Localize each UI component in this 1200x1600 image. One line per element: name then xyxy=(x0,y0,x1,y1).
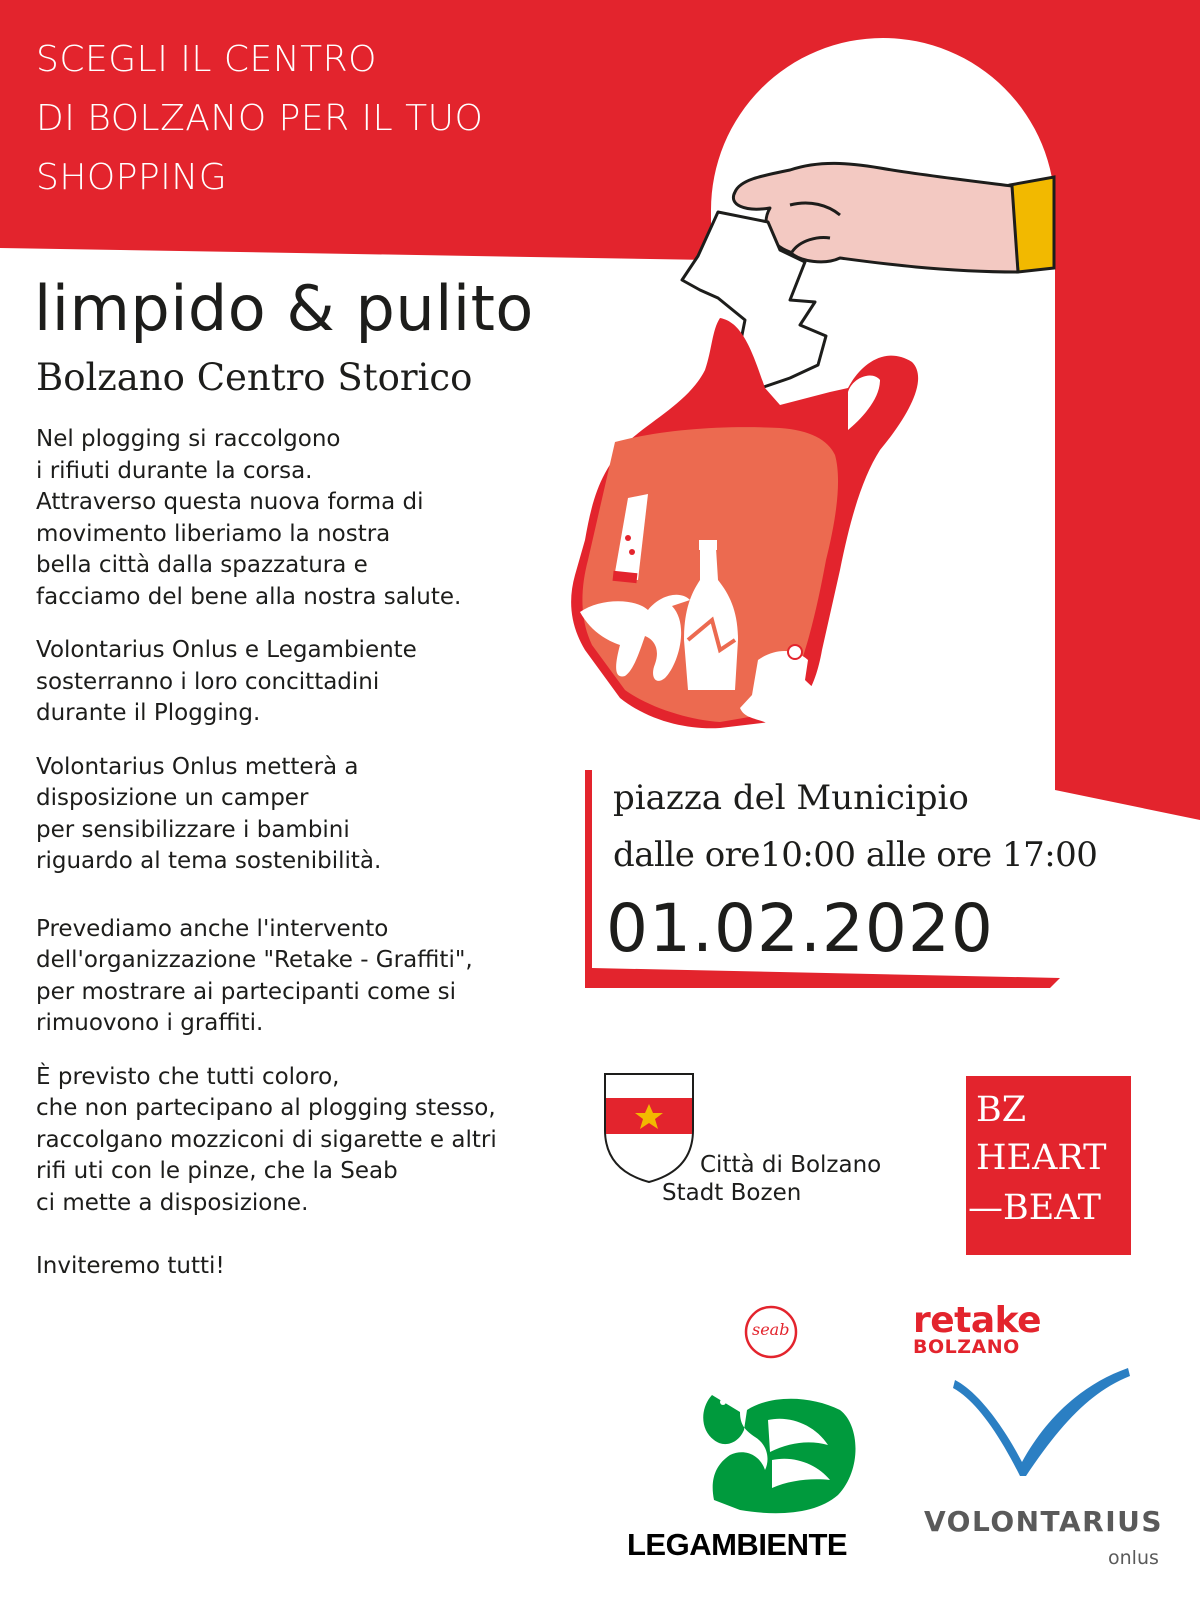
tagline xyxy=(36,30,596,207)
paragraph-retake: Prevediamo anche l'intervento dell'organizzazione "Retake - Graffiti", per mostrare ai partecipanti come si rimuovono i graffiti. xyxy=(36,915,473,1036)
bz-logo-line-3: —BEAT xyxy=(968,1188,1101,1228)
volontarius-v-icon xyxy=(953,1368,1130,1476)
paragraph-seab: È previsto che tutti coloro, che non partecipano al plogging stesso, raccolgano mozziconi di sigarette e altri rifi uti con le pinze, che la Seab ci mette a disposizione. xyxy=(36,1063,497,1216)
paragraph-support: Volontarius Onlus e Legambiente sosterranno i loro concittadini durante il Plogging. xyxy=(36,637,417,726)
bz-logo-line-2: HEART xyxy=(976,1138,1107,1178)
page-title: limpido & pulito xyxy=(34,272,534,345)
volontarius-logo-text: VOLONTARIUS xyxy=(924,1505,1164,1538)
volontarius-logo-subtext: onlus xyxy=(1108,1547,1159,1569)
seab-logo-text: seab xyxy=(752,1320,790,1339)
event-venue: piazza del Municipio xyxy=(613,778,969,818)
tagline-line-2: DI BOLZANO PER IL TUO xyxy=(36,98,484,139)
legambiente-logo-text: LEGAMBIENTE xyxy=(627,1527,848,1562)
event-hours: dalle ore10:00 alle ore 17:00 xyxy=(613,835,1098,875)
bz-logo-line-1: BZ xyxy=(976,1090,1027,1130)
paragraph-camper: Volontarius Onlus metterà a disposizione un camper per sensibilizzare i bambini riguardo al tema sostenibilità. xyxy=(36,753,382,874)
paragraph-invite: Inviteremo tutti! xyxy=(36,1253,225,1279)
bz-heartbeat-logo xyxy=(966,1076,1131,1255)
city-logo-line-1: Città di Bolzano xyxy=(700,1152,882,1178)
retake-logo-line-1: retake xyxy=(913,1300,1042,1341)
legambiente-swan-icon xyxy=(703,1395,855,1513)
paragraph-plogging: Nel plogging si raccolgono i rifiuti durante la corsa. Attraverso questa nuova forma di movimento liberiamo la nostra bella città dalla spazzatura e facciamo del bene alla nostra salute. xyxy=(36,426,462,610)
bolzano-coat-of-arms-icon xyxy=(605,1074,693,1182)
body-text xyxy=(36,424,596,1305)
tagline-line-3: SHOPPING xyxy=(36,157,228,198)
city-logo-line-2: Stadt Bozen xyxy=(662,1180,802,1206)
event-date: 01.02.2020 xyxy=(606,890,994,967)
page-subtitle: Bolzano Centro Storico xyxy=(36,356,473,399)
tagline-line-1: SCEGLI IL CENTRO xyxy=(36,39,378,80)
retake-logo-line-2: BOLZANO xyxy=(913,1336,1020,1358)
